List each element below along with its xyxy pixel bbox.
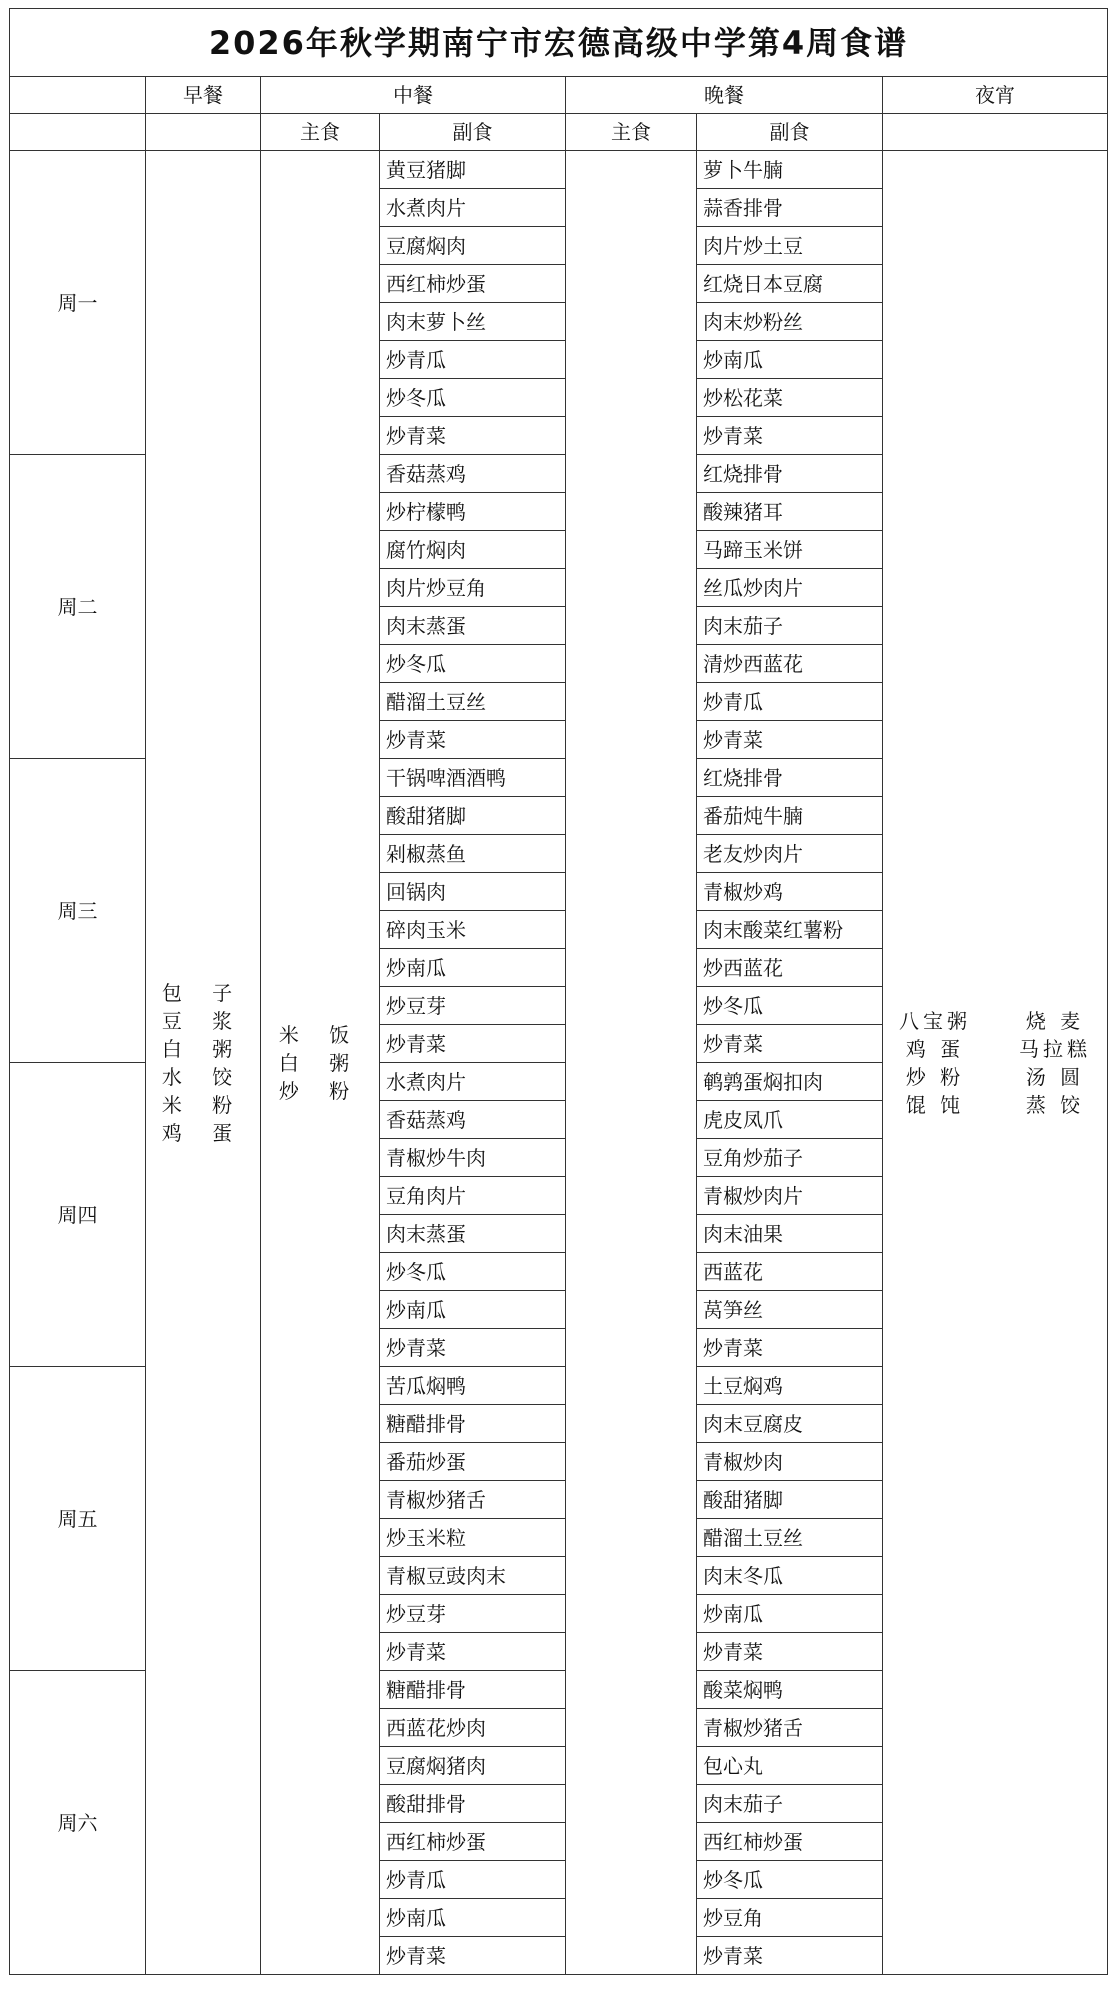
breakfast-item: 白 粥 [161, 1036, 245, 1061]
lunch-side-dish: 肉末萝卜丝 [380, 303, 566, 341]
dinner-side-dish: 炒青菜 [697, 721, 883, 759]
dinner-side-dish: 炒南瓜 [697, 341, 883, 379]
night-snack-item: 马拉糕 [1019, 1036, 1092, 1061]
dinner-side-dish: 炒冬瓜 [697, 1861, 883, 1899]
subheader-dinner-staple: 主食 [566, 114, 697, 151]
lunch-side-dish: 炒青菜 [380, 1025, 566, 1063]
lunch-side-dish: 炒青菜 [380, 1329, 566, 1367]
dinner-side-dish: 蒜香排骨 [697, 189, 883, 227]
dinner-side-dish: 肉末茄子 [697, 1785, 883, 1823]
menu-table [9, 8, 1108, 1975]
lunch-side-dish: 炒柠檬鸭 [380, 493, 566, 531]
dinner-side-dish: 红烧排骨 [697, 455, 883, 493]
lunch-side-dish: 剁椒蒸鱼 [380, 835, 566, 873]
dinner-side-dish: 炒青菜 [697, 1937, 883, 1975]
lunch-side-dish: 豆腐焖猪肉 [380, 1747, 566, 1785]
lunch-side-dish: 酸甜排骨 [380, 1785, 566, 1823]
lunch-side-dish: 青椒炒猪舌 [380, 1481, 566, 1519]
lunch-staple-item: 米 饭 [278, 1022, 362, 1047]
dinner-side-dish: 炒冬瓜 [697, 987, 883, 1025]
subheader-blank [146, 114, 261, 151]
lunch-side-dish: 腐竹焖肉 [380, 531, 566, 569]
lunch-staple-cell [261, 151, 380, 1975]
breakfast-list [162, 979, 244, 1147]
header-breakfast: 早餐 [146, 77, 261, 114]
dinner-side-dish: 炒豆角 [697, 1899, 883, 1937]
lunch-side-dish: 西红柿炒蛋 [380, 1823, 566, 1861]
lunch-side-dish: 香菇蒸鸡 [380, 455, 566, 493]
dinner-side-dish: 马蹄玉米饼 [697, 531, 883, 569]
lunch-side-dish: 炒南瓜 [380, 1899, 566, 1937]
lunch-side-dish: 干锅啤酒酒鸭 [380, 759, 566, 797]
lunch-side-dish: 碎肉玉米 [380, 911, 566, 949]
subheader-lunch-staple: 主食 [261, 114, 380, 151]
dinner-side-dish: 西蓝花 [697, 1253, 883, 1291]
breakfast-cell [146, 151, 261, 1975]
dinner-side-dish: 鹌鹑蛋焖扣肉 [697, 1063, 883, 1101]
dinner-side-dish: 炒西蓝花 [697, 949, 883, 987]
night-snack-item: 烧 麦 [1025, 1008, 1085, 1033]
dinner-side-dish: 青椒炒猪舌 [697, 1709, 883, 1747]
dinner-side-dish: 丝瓜炒肉片 [697, 569, 883, 607]
day-label: 周二 [10, 455, 146, 759]
dinner-side-dish: 虎皮凤爪 [697, 1101, 883, 1139]
dinner-side-dish: 炒青菜 [697, 1329, 883, 1367]
lunch-side-dish: 炒南瓜 [380, 1291, 566, 1329]
dinner-side-dish: 青椒炒鸡 [697, 873, 883, 911]
dinner-side-dish: 清炒西蓝花 [697, 645, 883, 683]
night-snack-list [883, 1007, 1107, 1119]
day-label: 周四 [10, 1063, 146, 1367]
dinner-side-dish: 肉末豆腐皮 [697, 1405, 883, 1443]
corner-cell [10, 77, 146, 114]
day-label: 周一 [10, 151, 146, 455]
lunch-side-dish: 炒青瓜 [380, 341, 566, 379]
lunch-side-dish: 炒冬瓜 [380, 379, 566, 417]
lunch-side-dish: 水煮肉片 [380, 1063, 566, 1101]
dinner-side-dish: 红烧日本豆腐 [697, 265, 883, 303]
subheader-lunch-side: 副食 [380, 114, 566, 151]
dinner-staple-cell [566, 151, 697, 1975]
dinner-side-dish: 炒青菜 [697, 417, 883, 455]
breakfast-item: 水 饺 [161, 1064, 245, 1089]
lunch-side-dish: 青椒炒牛肉 [380, 1139, 566, 1177]
lunch-side-dish: 酸甜猪脚 [380, 797, 566, 835]
dinner-side-dish: 西红柿炒蛋 [697, 1823, 883, 1861]
day-label: 周三 [10, 759, 146, 1063]
dinner-side-dish: 青椒炒肉片 [697, 1177, 883, 1215]
menu-title: 2026年秋学期南宁市宏德高级中学第4周食谱 [10, 9, 1108, 77]
lunch-side-dish: 糖醋排骨 [380, 1671, 566, 1709]
dinner-side-dish: 土豆焖鸡 [697, 1367, 883, 1405]
dinner-side-dish: 红烧排骨 [697, 759, 883, 797]
lunch-side-dish: 炒玉米粒 [380, 1519, 566, 1557]
lunch-side-dish: 肉末蒸蛋 [380, 1215, 566, 1253]
night-snack-item: 汤 圆 [1025, 1064, 1085, 1089]
dinner-side-dish: 肉末油果 [697, 1215, 883, 1253]
breakfast-item: 包 子 [161, 980, 245, 1005]
subheader-blank [883, 114, 1108, 151]
lunch-side-dish: 炒南瓜 [380, 949, 566, 987]
dinner-side-dish: 包心丸 [697, 1747, 883, 1785]
dinner-side-dish: 肉末冬瓜 [697, 1557, 883, 1595]
dinner-side-dish: 炒南瓜 [697, 1595, 883, 1633]
lunch-staple-item: 炒 粉 [278, 1078, 362, 1103]
lunch-side-dish: 炒豆芽 [380, 1595, 566, 1633]
lunch-side-dish: 肉片炒豆角 [380, 569, 566, 607]
dinner-side-dish: 肉末酸菜红薯粉 [697, 911, 883, 949]
dinner-side-dish: 萝卜牛腩 [697, 151, 883, 189]
breakfast-item: 豆 浆 [161, 1008, 245, 1033]
lunch-side-dish: 西蓝花炒肉 [380, 1709, 566, 1747]
subheader-blank [10, 114, 146, 151]
header-dinner: 晚餐 [566, 77, 883, 114]
lunch-side-dish: 炒青菜 [380, 1633, 566, 1671]
dinner-side-dish: 炒青菜 [697, 1633, 883, 1671]
lunch-side-dish: 苦瓜焖鸭 [380, 1367, 566, 1405]
dinner-side-dish: 炒青瓜 [697, 683, 883, 721]
lunch-side-dish: 炒冬瓜 [380, 1253, 566, 1291]
lunch-side-dish: 西红柿炒蛋 [380, 265, 566, 303]
dinner-side-dish: 酸菜焖鸭 [697, 1671, 883, 1709]
dinner-side-dish: 老友炒肉片 [697, 835, 883, 873]
night-snack-item: 蒸 饺 [1025, 1092, 1085, 1117]
menu-row [10, 151, 1108, 189]
night-snack-item: 鸡 蛋 [905, 1036, 965, 1061]
breakfast-item: 米 粉 [161, 1092, 245, 1117]
lunch-side-dish: 香菇蒸鸡 [380, 1101, 566, 1139]
lunch-side-dish: 醋溜土豆丝 [380, 683, 566, 721]
dinner-side-dish: 豆角炒茄子 [697, 1139, 883, 1177]
lunch-side-dish: 炒青菜 [380, 417, 566, 455]
dinner-side-dish: 酸辣猪耳 [697, 493, 883, 531]
dinner-side-dish: 醋溜土豆丝 [697, 1519, 883, 1557]
lunch-side-dish: 豆角肉片 [380, 1177, 566, 1215]
lunch-staple-list [279, 1021, 361, 1105]
lunch-side-dish: 黄豆猪脚 [380, 151, 566, 189]
lunch-side-dish: 回锅肉 [380, 873, 566, 911]
lunch-side-dish: 糖醋排骨 [380, 1405, 566, 1443]
dinner-side-dish: 番茄炖牛腩 [697, 797, 883, 835]
dinner-side-dish: 莴笋丝 [697, 1291, 883, 1329]
lunch-side-dish: 炒青菜 [380, 1937, 566, 1975]
subheader-dinner-side: 副食 [697, 114, 883, 151]
lunch-side-dish: 炒冬瓜 [380, 645, 566, 683]
header-lunch: 中餐 [261, 77, 566, 114]
dinner-side-dish: 肉末茄子 [697, 607, 883, 645]
day-label: 周六 [10, 1671, 146, 1975]
lunch-side-dish: 水煮肉片 [380, 189, 566, 227]
night-snack-cell [883, 151, 1108, 1975]
header-night-snack: 夜宵 [883, 77, 1108, 114]
dinner-side-dish: 炒青菜 [697, 1025, 883, 1063]
lunch-side-dish: 青椒豆豉肉末 [380, 1557, 566, 1595]
lunch-side-dish: 豆腐焖肉 [380, 227, 566, 265]
dinner-side-dish: 青椒炒肉 [697, 1443, 883, 1481]
dinner-side-dish: 肉末炒粉丝 [697, 303, 883, 341]
lunch-side-dish: 番茄炒蛋 [380, 1443, 566, 1481]
night-snack-item: 炒 粉 [905, 1064, 965, 1089]
day-label: 周五 [10, 1367, 146, 1671]
dinner-side-dish: 肉片炒土豆 [697, 227, 883, 265]
night-snack-item: 馄 饨 [905, 1092, 965, 1117]
dinner-side-dish: 炒松花菜 [697, 379, 883, 417]
lunch-side-dish: 炒豆芽 [380, 987, 566, 1025]
lunch-side-dish: 肉末蒸蛋 [380, 607, 566, 645]
night-snack-item: 八宝粥 [899, 1008, 972, 1033]
lunch-side-dish: 炒青菜 [380, 721, 566, 759]
lunch-staple-item: 白 粥 [278, 1050, 362, 1075]
dinner-side-dish: 酸甜猪脚 [697, 1481, 883, 1519]
breakfast-item: 鸡 蛋 [161, 1120, 245, 1145]
lunch-side-dish: 炒青瓜 [380, 1861, 566, 1899]
